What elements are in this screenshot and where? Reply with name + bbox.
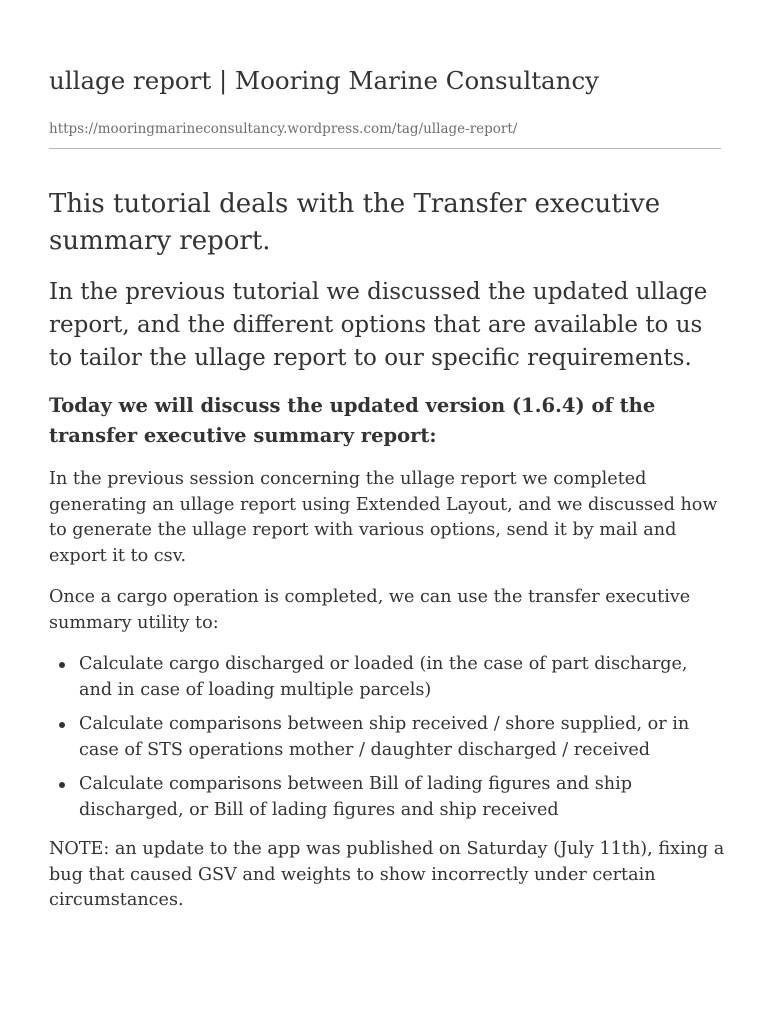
list-item-text: Calculate comparisons between ship received / shore supplied, or in case of STS operations mother / daughter discharged / received xyxy=(79,714,690,760)
note-paragraph: NOTE: an update to the app was published on Saturday (July 11th), fixing a bug that caused GSV and weights to show incorrectly under certain circumstances. xyxy=(49,839,725,910)
list-item xyxy=(49,772,725,823)
bullet-list xyxy=(49,652,725,823)
page-title: ullage report | Mooring Marine Consultancy xyxy=(49,66,600,95)
highlight-paragraph: Today we will discuss the updated version (1.6.4) of the transfer executive summary report: xyxy=(49,394,656,447)
lead-paragraph: This tutorial deals with the Transfer executive summary report. xyxy=(49,189,661,256)
list-item xyxy=(49,652,725,703)
bullet-icon xyxy=(59,662,65,668)
article-body xyxy=(49,186,725,930)
intro-paragraph: In the previous tutorial we discussed the updated ullage report, and the different options that are available to us to tailor the ullage report to our specific requirements. xyxy=(49,279,708,371)
bullet-icon xyxy=(59,782,65,788)
header-divider xyxy=(49,148,721,149)
body-paragraph-1: In the previous session concerning the ullage report we completed generating an ullage report using Extended Layout, and we discussed how to generate the ullage report with various options, send it by mail and export it to csv. xyxy=(49,469,718,566)
body-paragraph-2: Once a cargo operation is completed, we can use the transfer executive summary utility to: xyxy=(49,587,691,633)
bullet-icon xyxy=(59,722,65,728)
list-item-text: Calculate cargo discharged or loaded (in the case of part discharge, and in case of loading multiple parcels) xyxy=(79,654,688,700)
list-item-text: Calculate comparisons between Bill of lading figures and ship discharged, or Bill of lading figures and ship received xyxy=(79,774,632,820)
source-url[interactable]: https://mooringmarineconsultancy.wordpress.com/tag/ullage-report/ xyxy=(49,121,518,137)
list-item xyxy=(49,712,725,763)
